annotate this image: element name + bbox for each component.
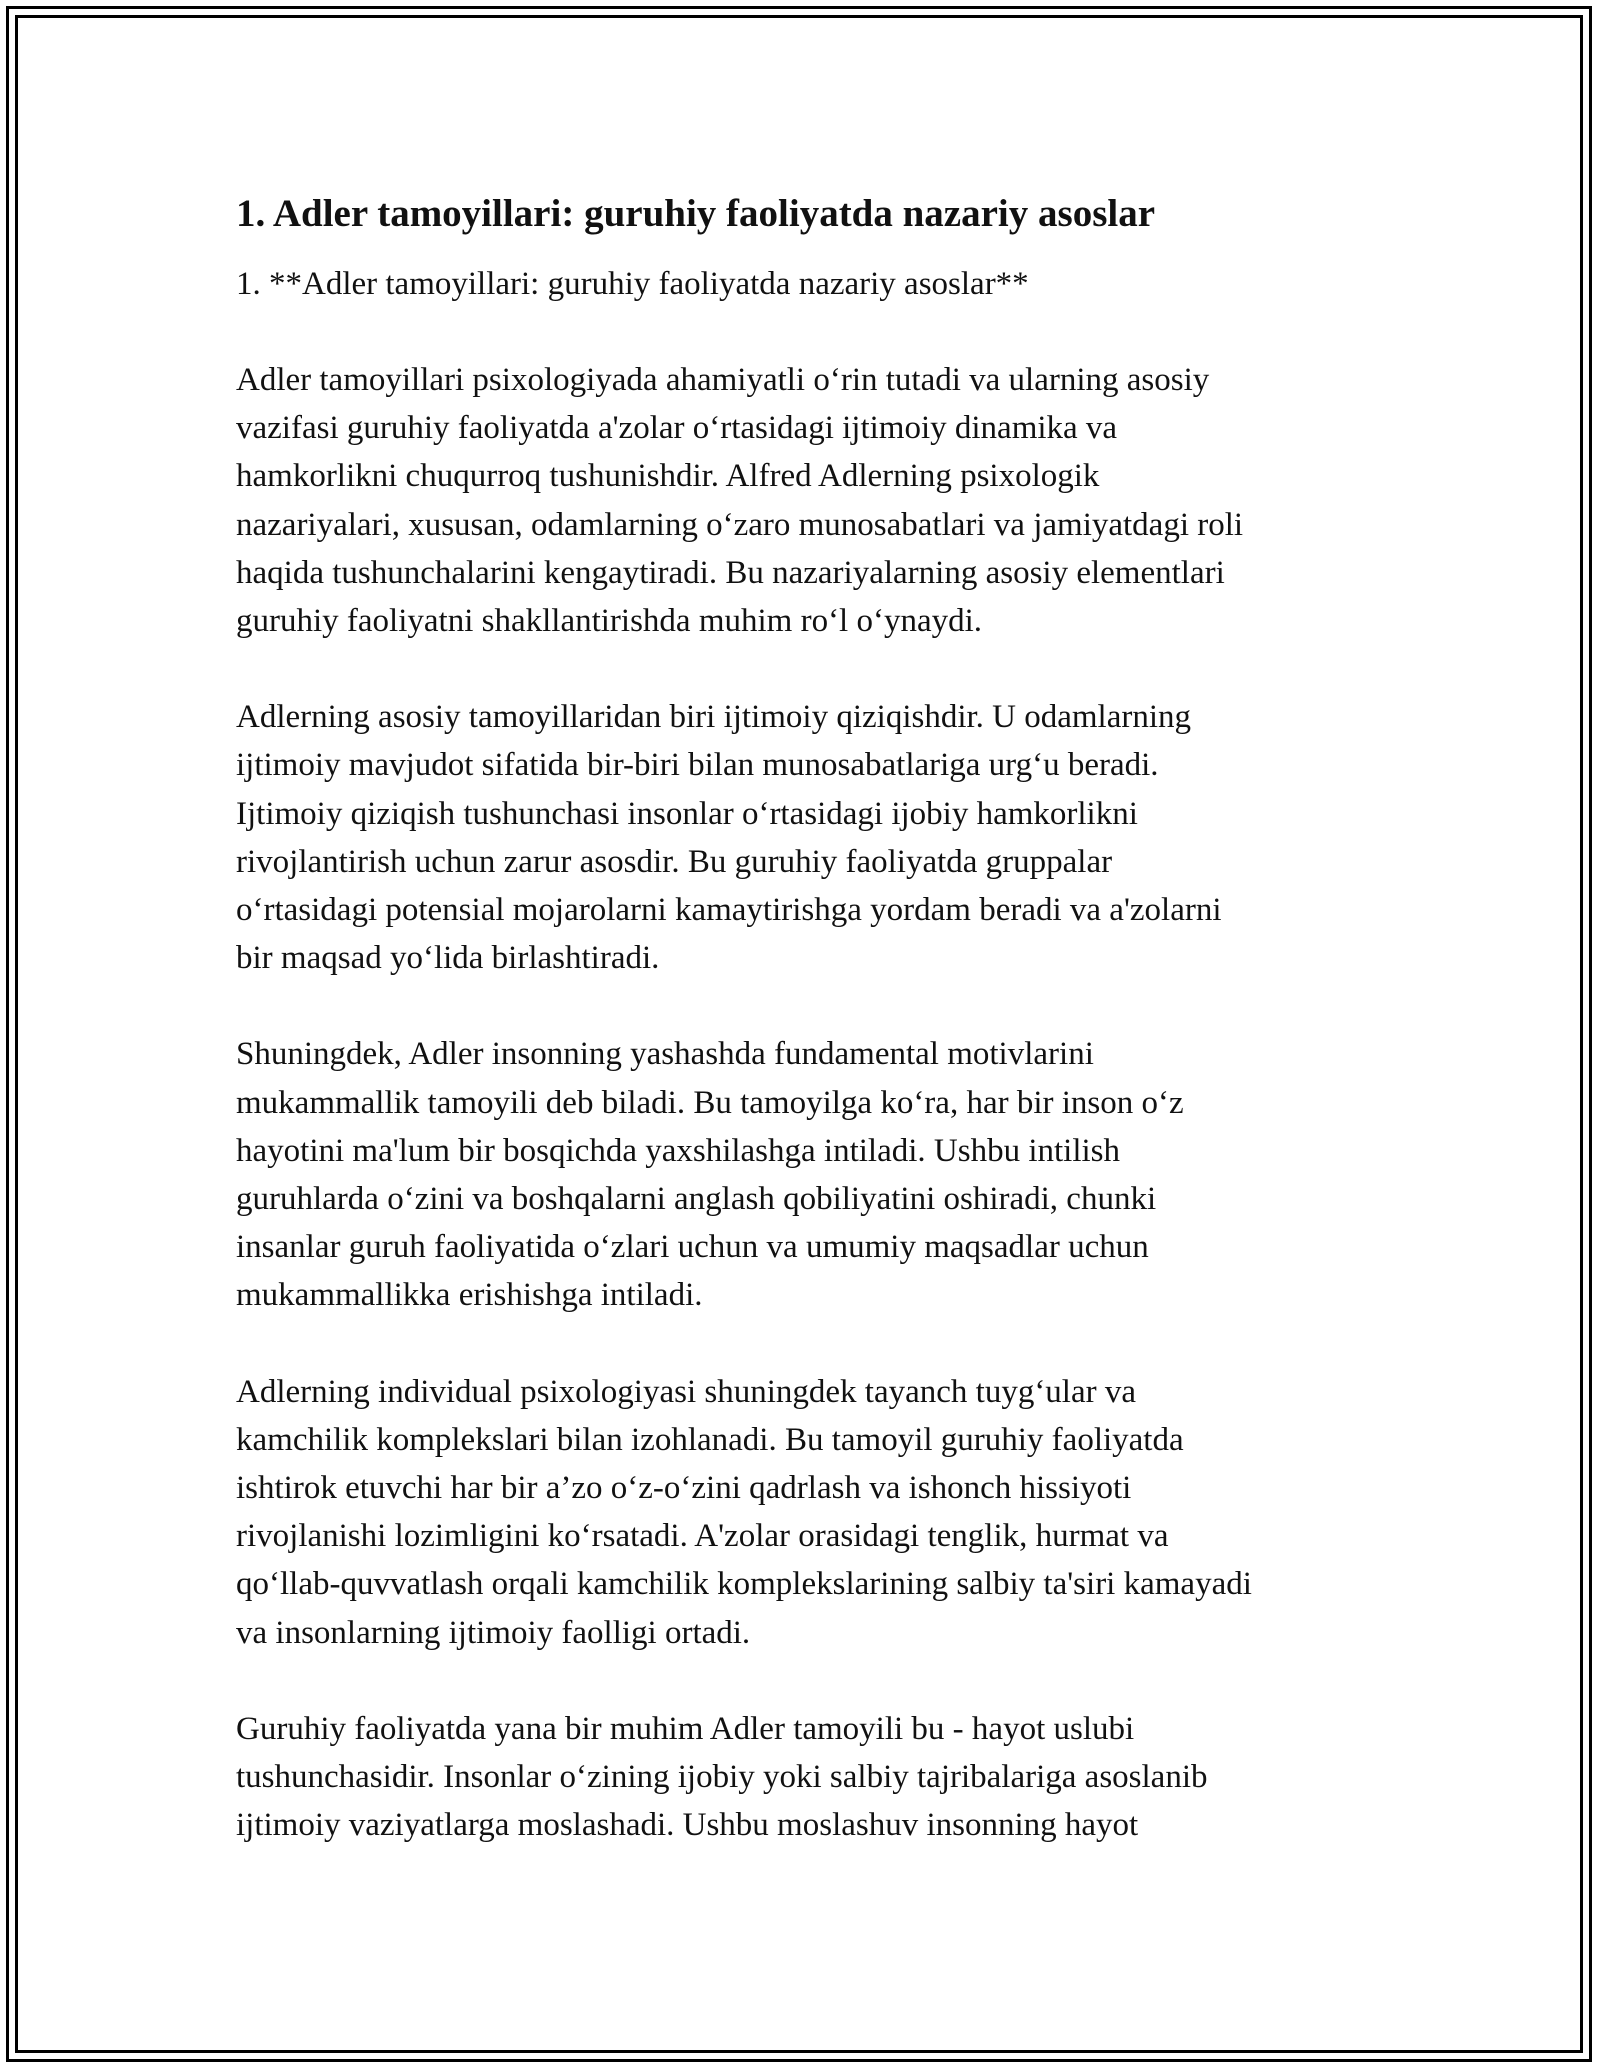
paragraph-3 <box>236 1030 1386 1319</box>
paragraph-2 <box>236 693 1386 982</box>
text-line: vazifasi guruhiy faoliyatda a'zolar o‘rtasidagi ijtimoiy dinamika va <box>236 410 1118 447</box>
text-line: guruhlarda o‘zini va boshqalarni anglash qobiliyatini oshiradi, chunki <box>236 1181 1157 1218</box>
text-line: Ijtimoiy qiziqish tushunchasi insonlar o‘rtasidagi ijobiy hamkorlikni <box>236 795 1138 832</box>
section-subheading: 1. **Adler tamoyillari: guruhiy faoliyatda nazariy asoslar** <box>236 266 1029 302</box>
text-line: tushunchasidir. Insonlar o‘zining ijobiy yoki salbiy tajribalariga asoslanib <box>236 1759 1208 1796</box>
text-line: rivojlantirish uchun zarur asosdir. Bu guruhiy faoliyatda gruppalar <box>236 843 1113 880</box>
paragraph-1 <box>236 356 1386 645</box>
text-line: qo‘llab-quvvatlash orqali kamchilik komplekslarining salbiy ta'siri kamayadi <box>236 1566 1252 1603</box>
text-line: Adlerning asosiy tamoyillaridan biri ijtimoiy qiziqishdir. U odamlarning <box>236 699 1192 736</box>
paragraph-4 <box>236 1368 1386 1657</box>
text-line: va insonlarning ijtimoiy faolligi ortadi. <box>236 1614 751 1651</box>
text-line: hayotini ma'lum bir bosqichda yaxshilashga intiladi. Ushbu intilish <box>236 1132 1121 1169</box>
text-line: haqida tushunchalarini kengaytiradi. Bu nazariyalarning asosiy elementlari <box>236 554 1225 591</box>
text-line: Shuningdek, Adler insonning yashashda fundamental motivlarini <box>236 1036 1094 1073</box>
text-line: o‘rtasidagi potensial mojarolarni kamaytirishga yordam beradi va a'zolarni <box>236 892 1222 929</box>
text-line: mukammallikka erishishga intiladi. <box>236 1277 703 1314</box>
text-line: kamchilik komplekslari bilan izohlanadi. Bu tamoyil guruhiy faoliyatda <box>236 1421 1184 1458</box>
text-line: hamkorlikni chuqurroq tushunishdir. Alfred Adlerning psixologik <box>236 458 1100 495</box>
text-line: mukammallik tamoyili deb biladi. Bu tamoyilga ko‘ra, har bir inson o‘z <box>236 1084 1184 1121</box>
text-line: ijtimoiy mavjudot sifatida bir-biri bilan munosabatlariga urg‘u beradi. <box>236 747 1159 784</box>
text-line: Adler tamoyillari psixologiyada ahamiyatli o‘rin tutadi va ularning asosiy <box>236 362 1210 398</box>
text-line: nazariyalari, xususan, odamlarning o‘zaro munosabatlari va jamiyatdagi roli <box>236 506 1244 543</box>
text-line: Guruhiy faoliyatda yana bir muhim Adler tamoyili bu - hayot uslubi <box>236 1710 1135 1747</box>
text-line: ishtirok etuvchi har bir a’zo o‘z-o‘zini qadrlash va ishonch hissiyoti <box>236 1470 1132 1507</box>
text-line: rivojlanishi lozimligini ko‘rsatadi. A'zolar orasidagi tenglik, hurmat va <box>236 1518 1169 1555</box>
text-line: insanlar guruh faoliyatida o‘zlari uchun va umumiy maqsadlar uchun <box>236 1229 1149 1266</box>
text-line: ijtimoiy vaziyatlarga moslashadi. Ushbu moslashuv insonning hayot <box>236 1807 1139 1844</box>
paragraph-5 <box>236 1705 1386 1850</box>
section-heading: 1. Adler tamoyillari: guruhiy faoliyatda nazariy asoslar <box>236 192 1156 235</box>
text-line: guruhiy faoliyatni shakllantirishda muhim ro‘l o‘ynaydi. <box>236 603 983 640</box>
text-line: bir maqsad yo‘lida birlashtiradi. <box>236 940 660 977</box>
document-page <box>236 188 1386 1849</box>
text-line: Adlerning individual psixologiyasi shuningdek tayanch tuyg‘ular va <box>236 1373 1137 1410</box>
